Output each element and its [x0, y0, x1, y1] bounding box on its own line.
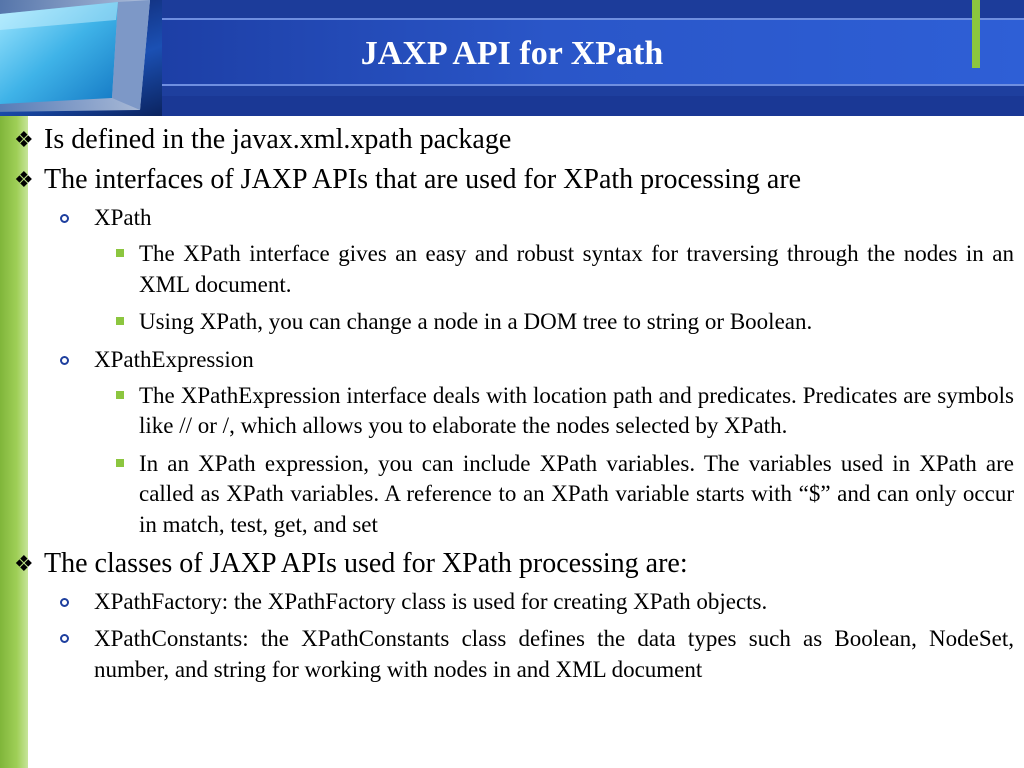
bullet-level1 — [14, 548, 1014, 580]
bullet-text: Is defined in the javax.xml.xpath package — [44, 124, 512, 155]
slide-body — [14, 124, 1014, 685]
ring-bullet-icon — [60, 634, 69, 643]
square-bullet-icon — [116, 317, 124, 325]
bullet-level1 — [14, 124, 1014, 156]
green-accent-bar — [972, 0, 980, 68]
title-underline — [162, 84, 1024, 86]
header-top-strip — [162, 0, 1024, 18]
ring-bullet-icon — [60, 598, 69, 607]
bullet-text: XPathFactory: the XPathFactory class is used for creating XPath objects. — [94, 589, 768, 614]
bullet-level2 — [14, 204, 1014, 232]
header-bottom-band — [162, 96, 1024, 116]
bullet-text: The XPathExpression interface deals with location path and predicates. Predicates are symbols like // or /, which allows you to elaborate the nodes selected by XPath. — [139, 382, 1014, 438]
bullet-level2 — [14, 624, 1014, 685]
diamond-bullet-icon: ❖ — [14, 551, 34, 576]
diamond-bullet-icon: ❖ — [14, 127, 34, 152]
bullet-level3 — [14, 449, 1014, 541]
bullet-level3 — [14, 307, 1014, 338]
bullet-text: In an XPath expression, you can include XPath variables. The variables used in XPath are called as XPath variables. A reference to an XPath variable starts with “$” and can only occur in match, test, get, and set — [139, 450, 1014, 537]
square-bullet-icon — [116, 391, 124, 399]
slide-title: JAXP API for XPath — [360, 35, 664, 72]
bullet-text: The classes of JAXP APIs used for XPath processing are: — [44, 548, 688, 579]
square-bullet-icon — [116, 459, 124, 467]
computer-monitor-image — [0, 0, 162, 116]
ring-bullet-icon — [60, 356, 69, 365]
square-bullet-icon — [116, 249, 124, 257]
bullet-text: XPathExpression — [94, 346, 254, 372]
bullet-level3 — [14, 381, 1014, 442]
monitor-icon — [0, 0, 162, 116]
bullet-level2 — [14, 346, 1014, 374]
bullet-text: XPathConstants: the XPathConstants class defines the data types such as Boolean, NodeSet, number, and string for working with nodes in and XML document — [94, 626, 1014, 682]
bullet-text: XPath — [94, 205, 152, 230]
bullet-text: The XPath interface gives an easy and robust syntax for traversing through the nodes in an XML document. — [139, 241, 1014, 297]
bullet-text: Using XPath, you can change a node in a DOM tree to string or Boolean. — [139, 309, 813, 334]
bullet-text: The interfaces of JAXP APIs that are used for XPath processing are — [44, 164, 802, 195]
diamond-bullet-icon: ❖ — [14, 167, 34, 192]
bullet-level1 — [14, 164, 1014, 196]
ring-bullet-icon — [60, 214, 69, 223]
bullet-level2 — [14, 588, 1014, 616]
bullet-level3 — [14, 239, 1014, 300]
